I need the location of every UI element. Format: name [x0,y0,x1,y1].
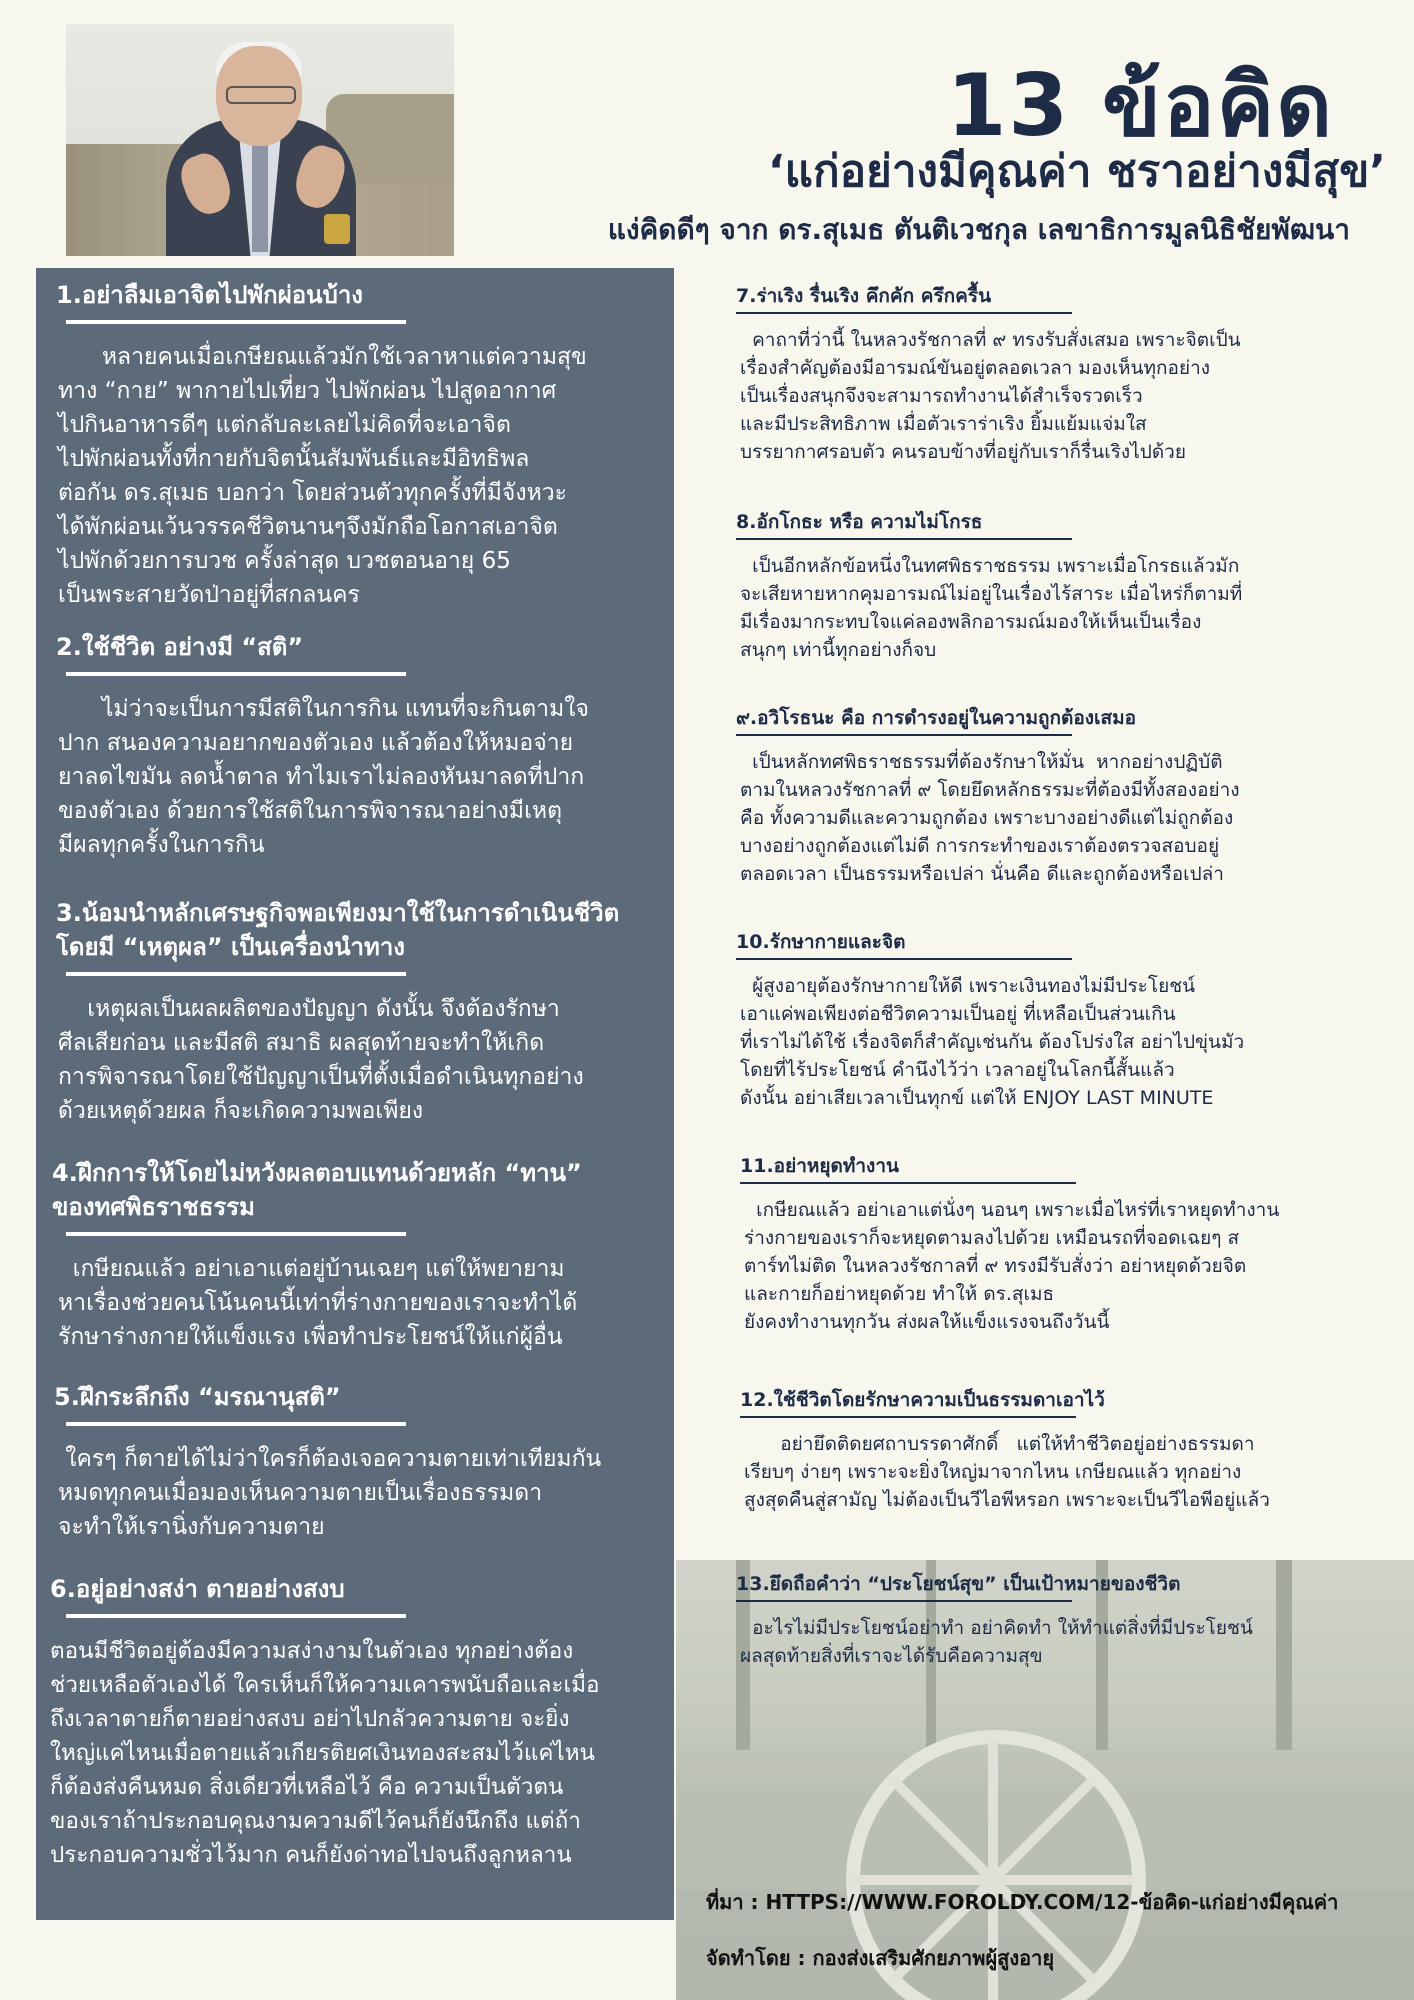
section-body: เกษียณแล้ว อย่าเอาแต่นั่งๆ นอนๆ เพราะเมื่อไหร่ที่เราหยุดทำงาน ร่างกายของเราก็จะหยุดตามลงไปด้วย เหมือนรถที่จอดเฉยๆ ส ตาร์ทไม่ติด ในหลวงรัชกาลที่ ๙ ทรงมีรับสั่งว่า อย่าหยุดด้วยจิต และกายก็อย่าหยุดด้วย ทำให้ ดร.สุเมธ ยังคงทำงานทุกวัน ส่งผลให้แข็งแรงจนถึงวันนี้ [744,1199,1280,1333]
badge-shape [324,214,350,244]
section-body: อย่ายึดติดยศถาบรรดาศักดิ์ แต่ให้ทำชีวิตอยู่อย่างธรรมดา เรียบๆ ง่ายๆ เพราะจะยิ่งใหญ่มาจากไหน เกษียณแล้ว ทุกอย่าง สูงสุดคืนสู่สามัญ ไม่ต้องเป็นวีไอพีหรอก เพราะจะเป็นวีไอพีอยู่แล้ว [744,1433,1270,1511]
section-3 [36,896,674,1128]
section-heading: 10.รักษากายและจิต [736,931,906,953]
glasses-shape [226,86,296,104]
heading-underline [736,734,1072,736]
heading-underline [66,1232,406,1236]
section-6 [36,1572,674,1872]
section-body: เกษียณแล้ว อย่าเอาแต่อยู่บ้านเฉยๆ แต่ให้พยายาม หาเรื่องช่วยคนโน้นคนนี้เท่าที่ร่างกายของเราจะทำได้ รักษาร่างกายให้แข็งแรง เพื่อทำประโยชน์ให้แก่ผู้อื่น [58,1256,578,1350]
byline: แง่คิดดีๆ จาก ดร.สุเมธ ตันติเวชกุล เลขาธิการมูลนิธิชัยพัฒนา [607,213,1350,246]
section-body: อะไรไม่มีประโยชน์อย่าทำ อย่าคิดทำ ให้ทำแต่สิ่งที่มีประโยชน์ ผลสุดท้ายสิ่งที่เราจะได้รับคือความสุข [740,1617,1253,1667]
section-13 [736,1570,1356,1670]
heading-underline [66,1422,406,1426]
section-body: เป็นอีกหลักข้อหนึ่งในทศพิธราชธรรม เพราะเมื่อโกรธแล้วมัก จะเสียหายหากคุมอารมณ์ไม่อยู่ในเรื่องไร้สาระ เมื่อไหร่ก็ตามที่ มีเรื่องมากระทบใจแค่ลองพลิกอารมณ์มองให้เห็นเป็นเรื่อง สนุกๆ เท่านี้ทุกอย่างก็จบ [740,555,1243,661]
section-2 [36,630,674,862]
heading-underline [736,1600,1072,1602]
heading-underline [736,538,1072,540]
section-heading: 3.น้อมนำหลักเศรษฐกิจพอเพียงมาใช้ในการดำเนินชีวิต โดยมี “เหตุผล” เป็นเครื่องนำทาง [56,899,620,961]
section-heading: 5.ฝึกระลึกถึง “มรณานุสติ” [54,1383,341,1411]
heading-underline [66,672,406,676]
heading-underline [66,320,406,324]
page-subtitle: ‘แก่อย่างมีคุณค่า ชราอย่างมีสุข’ [767,146,1386,197]
section-heading: 6.อยู่อย่างสง่า ตายอย่างสงบ [50,1575,345,1603]
section-body: ตอนมีชีวิตอยู่ต้องมีความสง่างามในตัวเอง ทุกอย่างต้อง ช่วยเหลือตัวเองได้ ใครเห็นก็ให้ความเคารพนับถือและเมื่อ ถึงเวลาตายก็ตายอย่างสงบ อย่าไปกลัวความตาย จะยิ่ง ใหญ่แค่ไหนเมื่อตายแล้วเกียรติยศเงินทองสะสมไว้แค่ไหน ก็ต้องส่งคืนหมด สิ่งเดียวที่เหลือไว้ คือ ความเป็นตัวตน ของเราถ้าประกอบคุณงามความดีไว้คนก็ยังนึกถึง แต่ถ้า ประกอบความชั่วไว้มาก คนก็ยังด่าทอไปจนถึงลูกหลาน [50,1638,600,1868]
page-title: 13 ข้อคิด [946,56,1334,156]
heading-underline [66,972,406,976]
tie-shape [252,132,268,252]
organizer-credit: จัดทำโดย : กองส่งเสริมศักยภาพผู้สูงอายุ [706,1946,1055,1970]
section-body: ใครๆ ก็ตายได้ไม่ว่าใครก็ต้องเจอความตายเท่าเทียมกัน หมดทุกคนเมื่อมองเห็นความตายเป็นเรื่องธรรมดา จะทำให้เรานิ่งกับความตาย [58,1446,602,1540]
section-10 [736,928,1356,1112]
heading-underline [740,1182,1076,1184]
left-content-panel [36,268,674,1920]
section-12 [740,1386,1360,1514]
section-heading: 7.ร่าเริง รื่นเริง คึกคัก ครึกครื้น [736,285,992,307]
section-heading: 11.อย่าหยุดทำงาน [740,1155,899,1177]
section-9 [736,704,1356,888]
section-11 [740,1152,1360,1336]
section-body: เหตุผลเป็นผลผลิตของปัญญา ดังนั้น จึงต้องรักษา ศีลเสียก่อน และมีสติ สมาธิ ผลสุดท้ายจะทำให้เกิด การพิจารณาโดยใช้ปัญญาเป็นที่ตั้งเมื่อดำเนินทุกอย่าง ด้วยเหตุด้วยผล ก็จะเกิดความพอเพียง [58,996,584,1124]
heading-underline [66,1614,406,1618]
section-body: เป็นหลักทศพิธราชธรรมที่ต้องรักษาให้มั่น หากอย่างปฏิบัติ ตามในหลวงรัชกาลที่ ๙ โดยยึดหลักธรรมะที่ต้องมีทั้งสองอย่าง คือ ทั้งความดีและความถูกต้อง เพราะบางอย่างดีแต่ไม่ถูกต้อง บางอย่างถูกต้องแต่ไม่ดี การกระทำของเราต้องตรวจสอบอยู่ ตลอดเวลา เป็นธรรมหรือเปล่า นั่นคือ ดีและถูกต้องหรือเปล่า [740,751,1240,885]
section-1 [36,278,674,612]
section-4 [36,1156,674,1354]
section-heading: 12.ใช้ชีวิตโดยรักษาความเป็นธรรมดาเอาไว้ [740,1389,1105,1411]
section-heading: 13.ยึดถือคำว่า “ประโยชน์สุข” เป็นเป้าหมายของชีวิต [736,1573,1181,1595]
heading-underline [740,1416,1076,1418]
portrait-photo [66,24,454,256]
section-heading: 8.อักโกธะ หรือ ความไม่โกรธ [736,511,983,533]
section-body: ผู้สูงอายุต้องรักษากายให้ดี เพราะเงินทองไม่มีประโยชน์ เอาแค่พอเพียงต่อชีวิตความเป็นอยู่ ที่เหลือเป็นส่วนเกิน ที่เราไม่ได้ใช้ เรื่องจิตก็สำคัญเช่นกัน ต้องโปร่งใส อย่าไปขุ่นมัว โดยที่ไร้ประโยชน์ คำนึงไว้ว่า เวลาอยู่ในโลกนี้สั้นแล้ว ดังนั้น อย่าเสียเวลาเป็นทุกข์ แต่ให้ ENJOY LAST MINUTE [740,975,1245,1109]
section-7 [736,282,1356,466]
section-body: ไม่ว่าจะเป็นการมีสติในการกิน แทนที่จะกินตามใจ ปาก สนองความอยากของตัวเอง แล้วต้องให้หมอจ่าย ยาลดไขมัน ลดน้ำตาล ทำไมเราไม่ลองหันมาลดที่ปาก ของตัวเอง ด้วยการใช้สติในการพิจารณาอย่างมีเหตุ มีผลทุกครั้งในการกิน [58,696,589,858]
source-credit: ที่มา : HTTPS://WWW.FOROLDY.COM/12-ข้อคิด-แก่อย่างมีคุณค่า [706,1890,1339,1914]
section-heading: 2.ใช้ชีวิต อย่างมี “สติ” [56,633,304,661]
section-heading: 4.ฝึกการให้โดยไม่หวังผลตอบแทนด้วยหลัก “ทาน” ของทศพิธราชธรรม [52,1159,582,1221]
section-heading: 1.อย่าลืมเอาจิตไปพักผ่อนบ้าง [56,281,364,309]
heading-underline [736,958,1072,960]
section-heading: ๙.อวิโรธนะ คือ การดำรงอยู่ในความถูกต้องเสมอ [736,707,1137,729]
section-body: คาถาที่ว่านี้ ในหลวงรัชกาลที่ ๙ ทรงรับสั่งเสมอ เพราะจิตเป็น เรื่องสำคัญต้องมีอารมณ์ขันอยู่ตลอดเวลา มองเห็นทุกอย่าง เป็นเรื่องสนุกจึงจะสามารถทำงานได้สำเร็จรวดเร็ว และมีประสิทธิภาพ เมื่อตัวเราร่าเริง ยิ้มแย้มแจ่มใส บรรยากาศรอบตัว คนรอบข้างที่อยู่กับเราก็รื่นเริงไปด้วย [740,329,1241,463]
section-body: หลายคนเมื่อเกษียณแล้วมักใช้เวลาหาแต่ความสุข ทาง “กาย” พากายไปเที่ยว ไปพักผ่อน ไปสูดอากาศ ไปกินอาหารดีๆ แต่กลับละเลยไม่คิดที่จะเอาจิต ไปพักผ่อนทั้งที่กายกับจิตนั้นสัมพันธ์และมีอิทธิพล ต่อกัน ดร.สุเมธ บอกว่า โดยส่วนตัวทุกครั้งที่มีจังหวะ ได้พักผ่อนเว้นวรรคชีวิตนานๆจึงมักถือโอกาสเอาจิต ไปพักด้วยการบวช ครั้งล่าสุด บวชตอนอายุ 65 เป็นพระสายวัดป่าอยู่ที่สกลนคร [58,344,587,608]
heading-underline [736,312,1072,314]
section-5 [36,1380,674,1544]
section-8 [736,508,1356,664]
